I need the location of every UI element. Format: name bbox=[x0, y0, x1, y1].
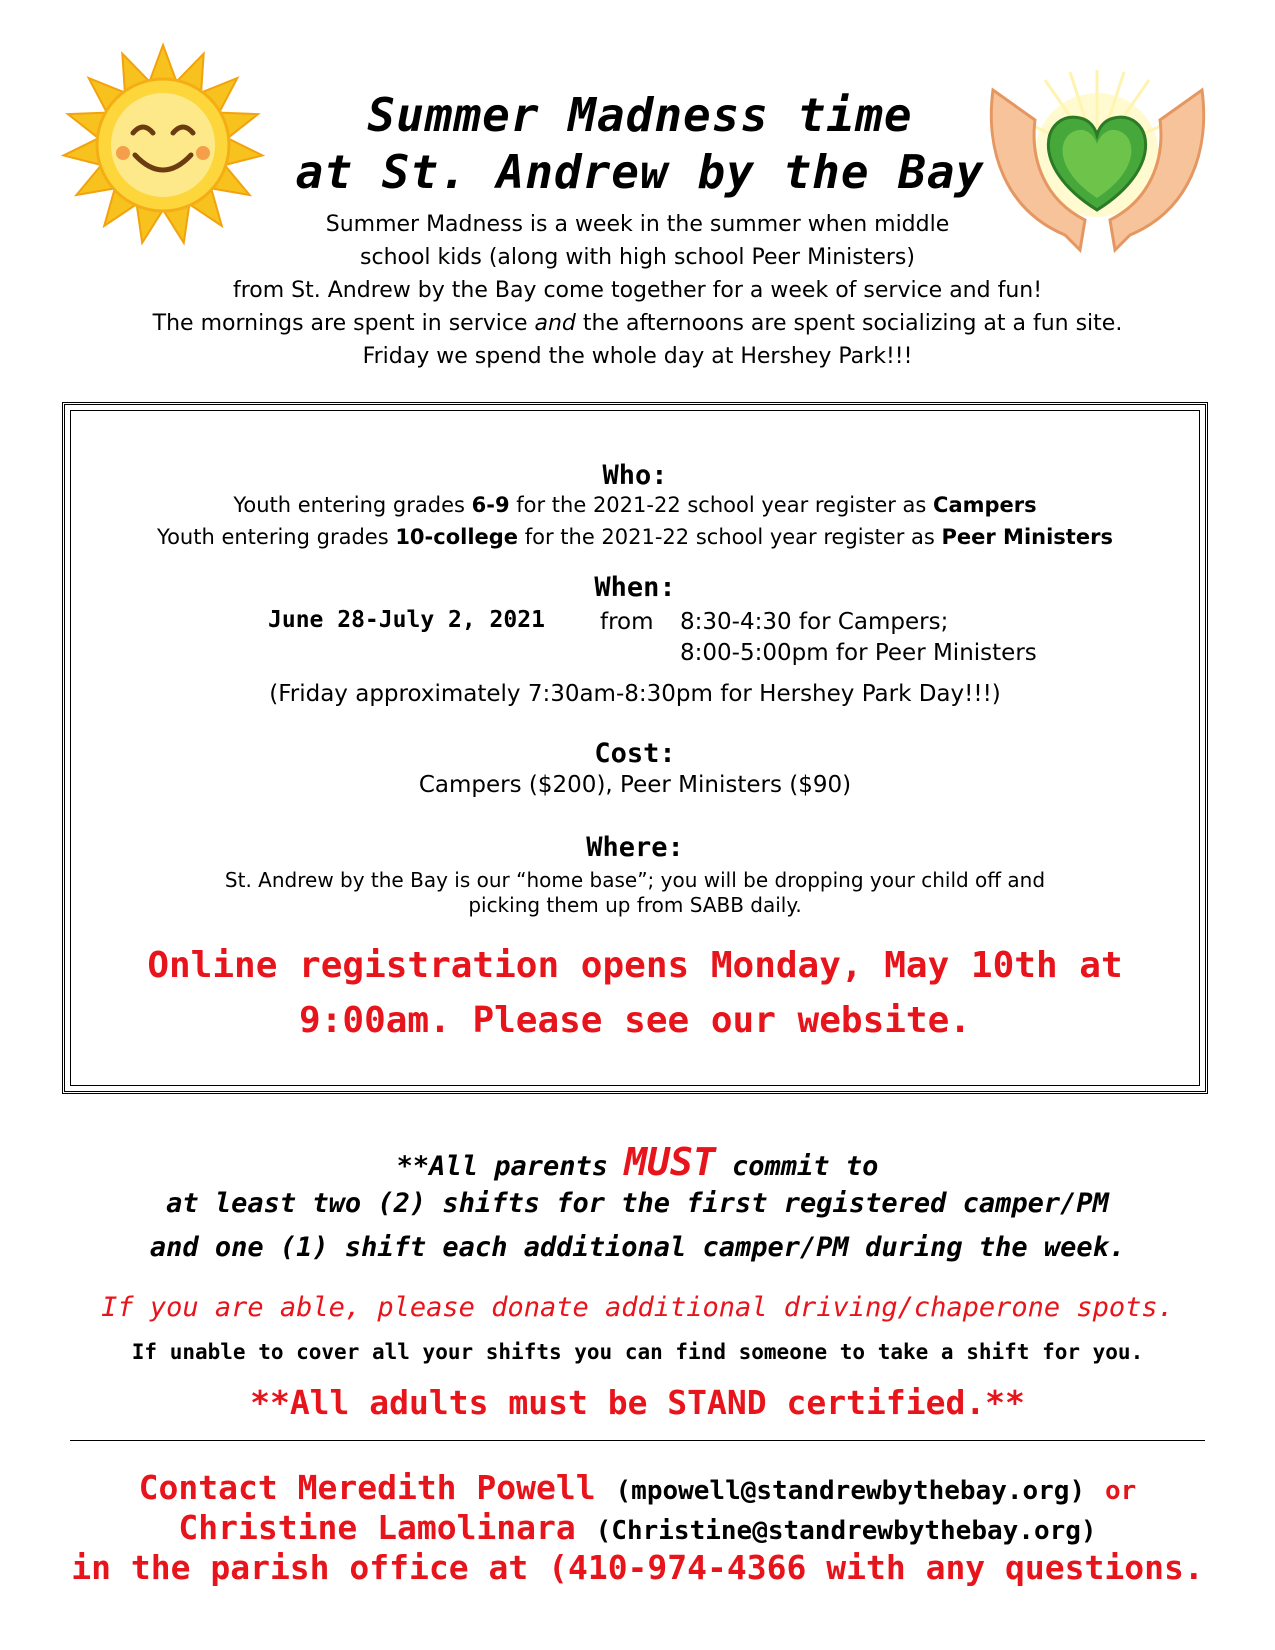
must-emphasis: MUST bbox=[624, 1140, 716, 1184]
when-campers-time: 8:30-4:30 for Campers; bbox=[680, 609, 949, 635]
where-heading: Where: bbox=[586, 832, 684, 863]
donate-note: If you are able, please donate additional driving/chaperone spots. bbox=[101, 1292, 1174, 1323]
contact-or: or bbox=[1105, 1476, 1137, 1506]
intro-line-part: The mornings are spent in service bbox=[152, 311, 535, 336]
contact-email[interactable]: (mpowell@standrewbythebay.org) bbox=[615, 1476, 1086, 1506]
registration-notice-line2: 9:00am. Please see our website. bbox=[299, 1000, 971, 1041]
intro-paragraph bbox=[40, 208, 1235, 373]
who-text: Youth entering grades bbox=[157, 525, 396, 549]
stand-certified-note: **All adults must be STAND certified.** bbox=[250, 1383, 1025, 1422]
intro-line: Friday we spend the whole day at Hershey Park!!! bbox=[362, 344, 913, 369]
parents-additional-line: and one (1) shift each additional camper/PM during the week. bbox=[149, 1232, 1126, 1263]
page-title-line1: Summer Madness time bbox=[367, 88, 913, 142]
contact-name: Christine Lamolinara bbox=[178, 1508, 576, 1547]
when-from: from bbox=[600, 609, 654, 635]
page-title-line2: at St. Andrew by the Bay bbox=[295, 145, 985, 199]
divider bbox=[70, 1440, 1205, 1441]
when-friday-note: (Friday approximately 7:30am-8:30pm for Hershey Park Day!!!) bbox=[269, 681, 1001, 707]
who-text: for the 2021-22 school year register as bbox=[509, 493, 934, 517]
contact-name: Contact Meredith Powell bbox=[138, 1468, 596, 1507]
intro-line: from St. Andrew by the Bay come together for a week of service and fun! bbox=[232, 278, 1043, 303]
contact-email[interactable]: (Christine@standrewbythebay.org) bbox=[595, 1516, 1097, 1546]
parents-text: **All parents bbox=[396, 1151, 625, 1182]
who-text: Youth entering grades bbox=[233, 493, 472, 517]
parents-shifts-line: at least two (2) shifts for the first registered camper/PM bbox=[166, 1188, 1109, 1219]
unable-note: If unable to cover all your shifts you can find someone to take a shift for you. bbox=[131, 1340, 1144, 1364]
intro-line: Summer Madness is a week in the summer when middle bbox=[325, 212, 950, 237]
when-peer-time: 8:00-5:00pm for Peer Ministers bbox=[680, 640, 1037, 666]
cost-details: Campers ($200), Peer Ministers ($90) bbox=[418, 772, 852, 798]
when-heading: When: bbox=[594, 572, 676, 603]
who-role: Peer Ministers bbox=[941, 525, 1113, 549]
intro-emphasis: and bbox=[534, 311, 576, 336]
who-grades: 10-college bbox=[395, 525, 519, 549]
contact-line3: in the parish office at (410-974-4366 with any questions. bbox=[71, 1548, 1204, 1587]
parents-text: commit to bbox=[715, 1151, 879, 1182]
intro-line: school kids (along with high school Peer Ministers) bbox=[360, 245, 915, 270]
intro-line bbox=[40, 307, 1235, 340]
who-peer-line bbox=[62, 525, 1208, 549]
registration-notice-line1: Online registration opens Monday, May 10th at bbox=[147, 945, 1123, 986]
intro-line-part: the afternoons are spent socializing at a fun site. bbox=[575, 311, 1123, 336]
parents-commit-line bbox=[40, 1140, 1235, 1184]
who-text: for the 2021-22 school year register as bbox=[518, 525, 942, 549]
where-details-line2: picking them up from SABB daily. bbox=[468, 893, 802, 917]
who-heading: Who: bbox=[602, 460, 668, 491]
who-campers-line bbox=[62, 493, 1208, 517]
when-dates: June 28-July 2, 2021 bbox=[268, 607, 545, 633]
who-grades: 6-9 bbox=[471, 493, 510, 517]
contact-line1 bbox=[40, 1468, 1235, 1507]
cost-heading: Cost: bbox=[594, 738, 676, 769]
contact-line2 bbox=[40, 1508, 1235, 1547]
who-role: Campers bbox=[933, 493, 1037, 517]
where-details-line1: St. Andrew by the Bay is our “home base”; you will be dropping your child off and bbox=[224, 868, 1046, 892]
